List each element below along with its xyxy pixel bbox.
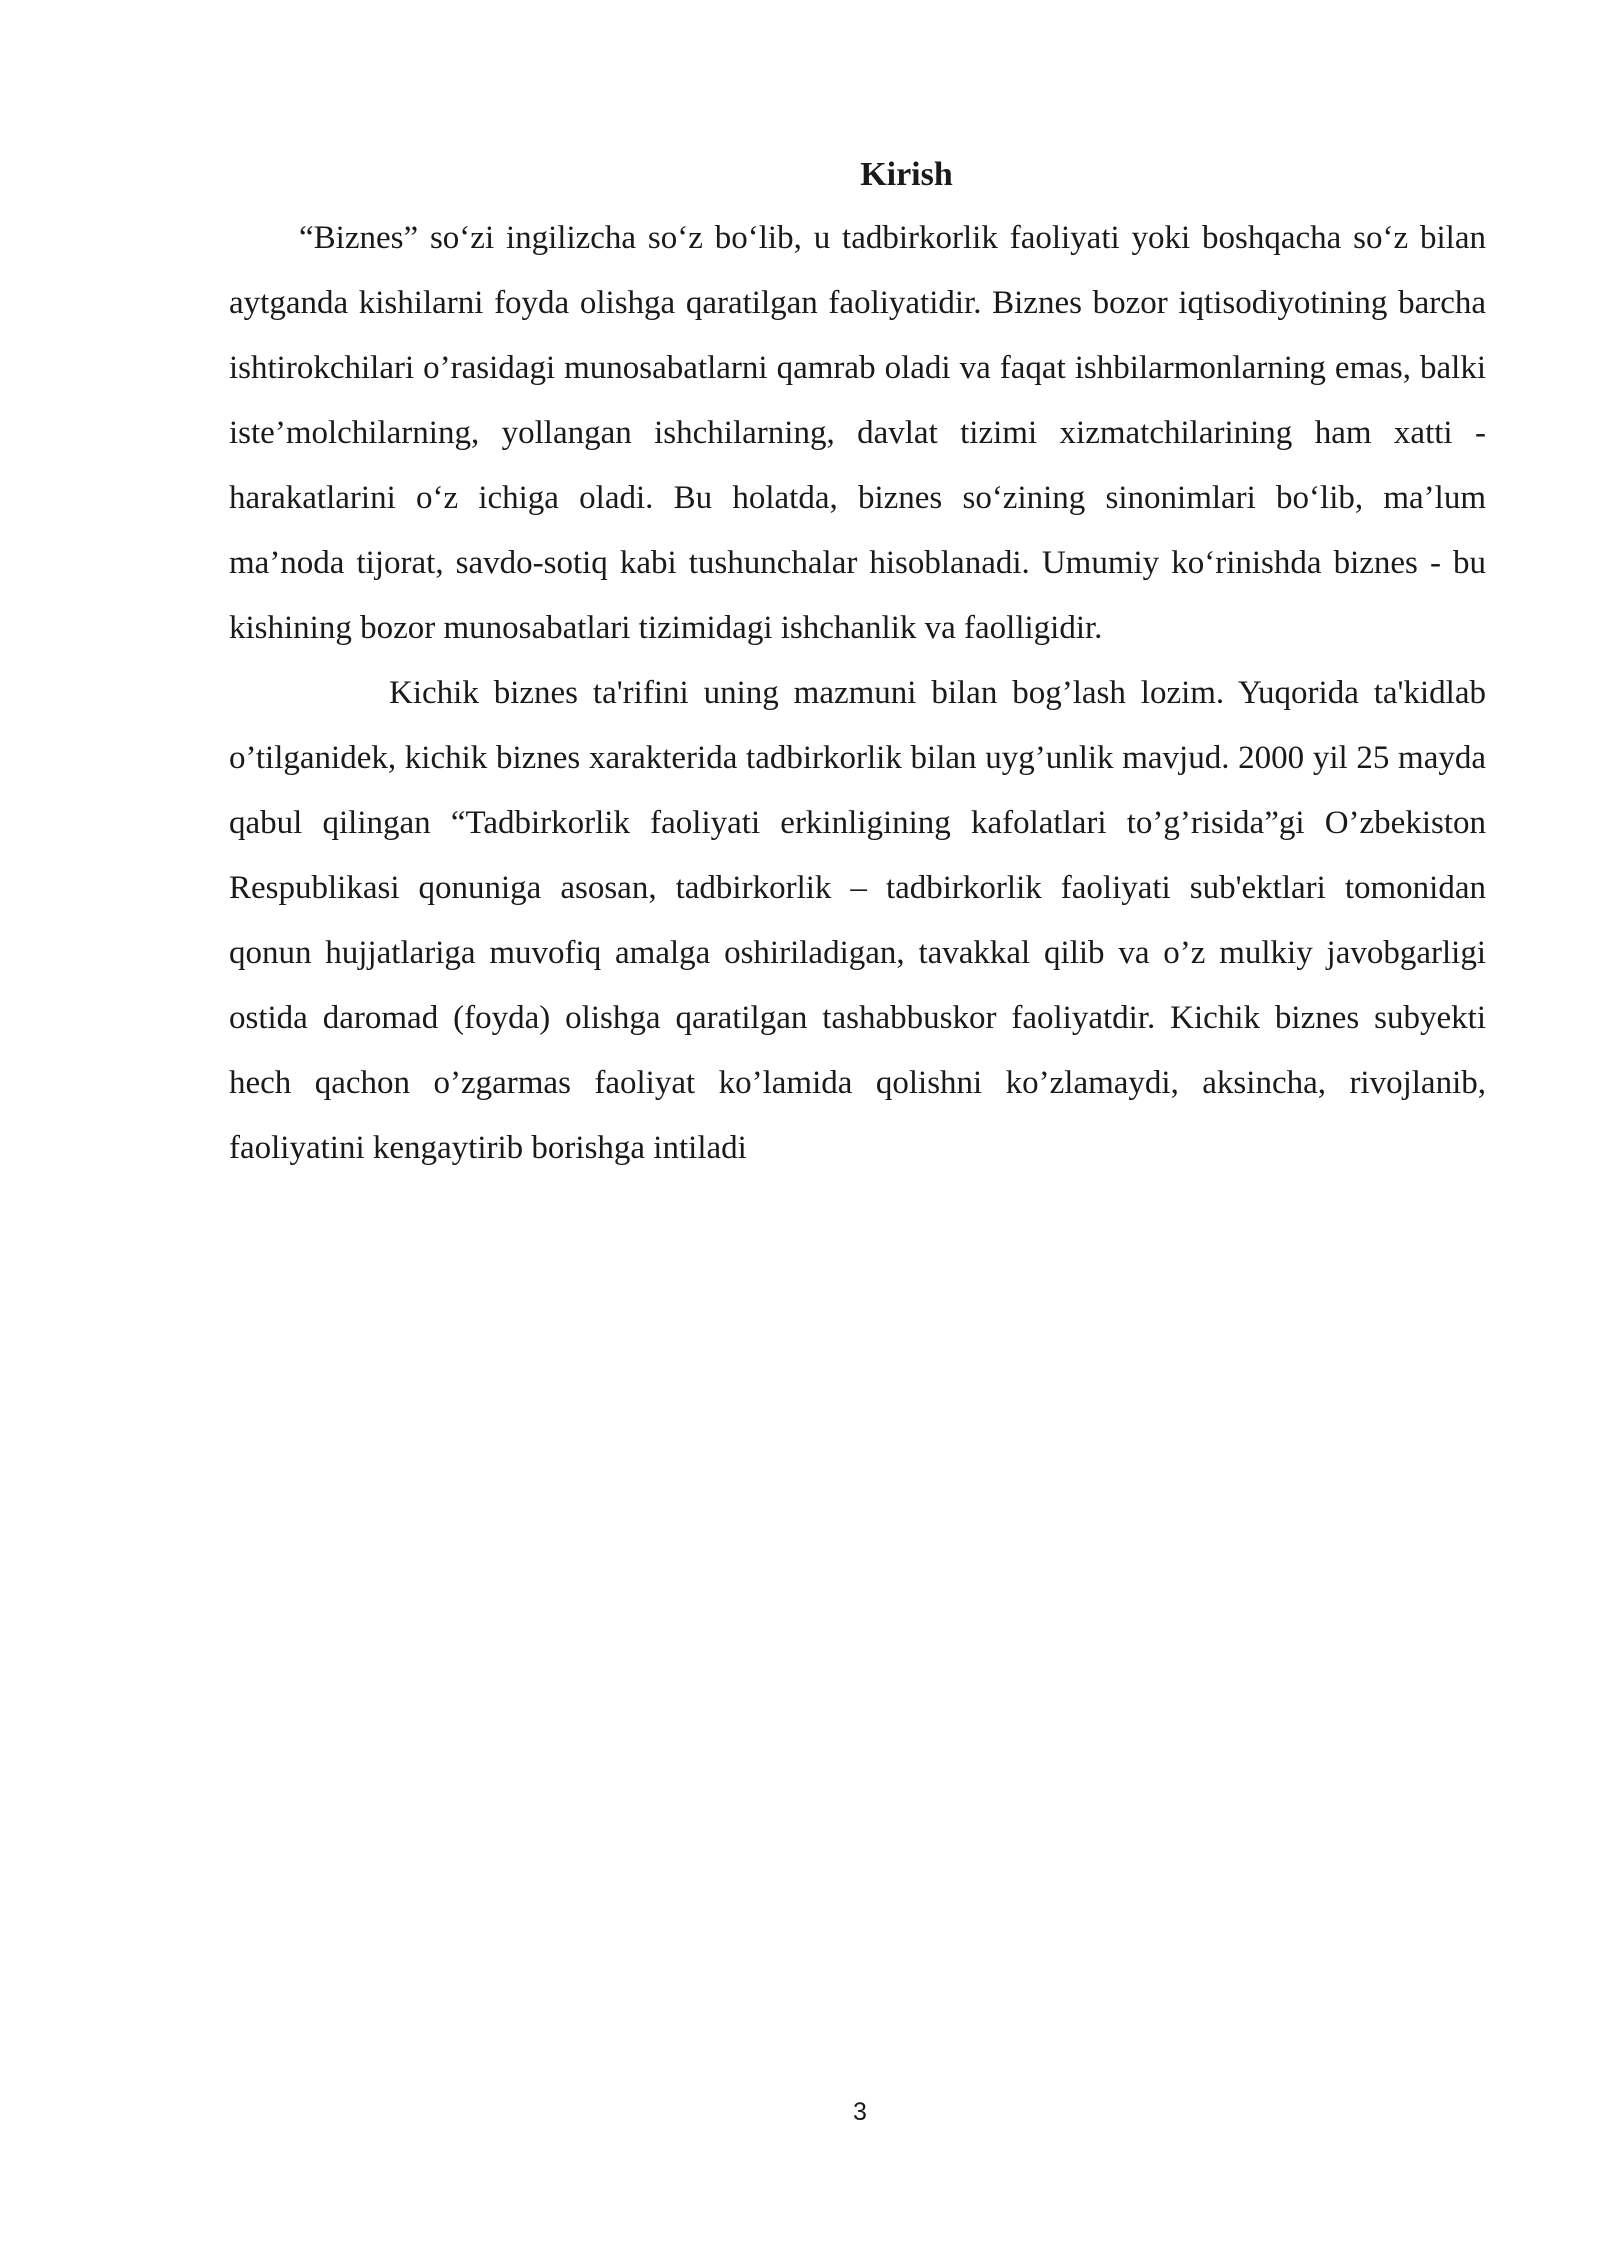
paragraph-1: “Biznes” so‘zi ingilizcha so‘z bo‘lib, u tadbirkorlik faoliyati yoki boshqacha so‘z bilan aytganda kishilarni foyda olishga qaratilgan faoliyatidir. Biznes bozor iqtisodiyotining barcha ishtirokchilari o’rasidagi munosabatlarni qamrab oladi va faqat ishbilarmonlarning emas, balki iste’molchilarning, yollangan ishchilarning, davlat tizimi xizmatchilarining ham xatti - harakatlarini o‘z ichiga oladi. Bu holatda, biznes so‘zining sinonimlari bo‘lib, ma’lum ma’noda tijorat, savdo-sotiq kabi tushunchalar hisoblanadi. Umumiy ko‘rinishda biznes - bu kishining bozor munosabatlari tizimidagi ishchanlik va faolligidir.	[229, 220, 1486, 646]
section-heading: Kirish	[860, 156, 953, 193]
page-number: 3	[853, 2098, 867, 2126]
paragraph-2: Kichik biznes ta'rifini uning mazmuni bilan bog’lash lozim. Yuqorida ta'kidlab o’tilganidek, kichik biznes xarakterida tadbirkorlik bilan uyg’unlik mavjud. 2000 yil 25 mayda qabul qilingan “Tadbirkorlik faoliyati erkinligining kafolatlari to’g’risida”gi O’zbekiston Respublikasi qonuniga asosan, tadbirkorlik – tadbirkorlik faoliyati sub'ektlari tomonidan qonun hujjatlariga muvofiq amalga oshiriladigan, tavakkal qilib va o’z mulkiy javobgarligi ostida daromad (foyda) olishga qaratilgan tashabbuskor faoliyatdir. Kichik biznes subyekti hech qachon o’zgarmas faoliyat ko’lamida qolishni ko’zlamaydi, aksincha, rivojlanib, faoliyatini kengaytirib borishga intiladi	[229, 675, 1486, 1166]
document-body	[229, 150, 1486, 1181]
